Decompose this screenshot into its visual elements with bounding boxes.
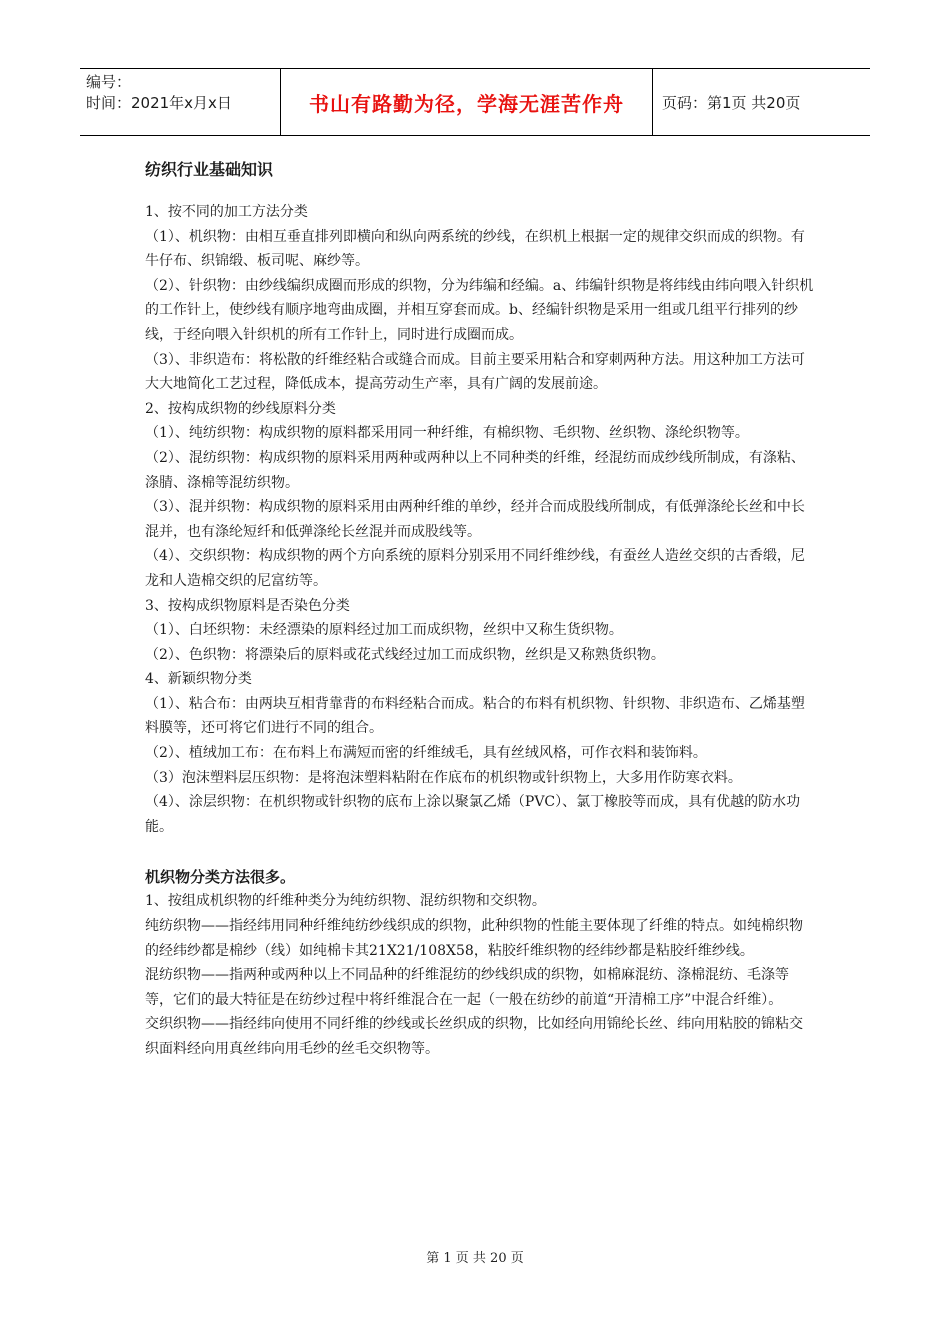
paragraph: 4、新颖织物分类 [145,671,252,688]
paragraph: （3）、混并织物：构成织物的原料采用由两种纤维的单纱，经并合而成股线所制成，有低弹涤纶长丝和中长混并，也有涤纶短纤和低弹涤纶长丝混并而成股线等。 [145,499,805,540]
header-page-info: 页码：第1页 共20页 [662,93,801,112]
paragraph: （1）、粘合布：由两块互相背靠背的布料经粘合而成。粘合的布料有机织物、针织物、非织造布、乙烯基塑料膜等，还可将它们进行不同的组合。 [145,695,805,737]
section-1-paragraphs [145,200,815,839]
paragraph: （3）、非织造布：将松散的纤维经粘合或缝合而成。目前主要采用粘合和穿刺两种方法。用这种加工方法可大大地简化工艺过程，降低成本，提高劳动生产率，具有广阔的发展前途。 [145,351,805,393]
paragraph: （4）、交织织物：构成织物的两个方向系统的原料分别采用不同纤维纱线，有蚕丝人造丝交织的古香缎，尼龙和人造棉交织的尼富纺等。 [145,548,805,589]
header-motto: 书山有路勤为径，学海无涯苦作舟 [280,69,653,135]
paragraph: 3、按构成织物原料是否染色分类 [145,597,350,614]
paragraph: （2）、混纺织物：构成织物的原料采用两种或两种以上不同种类的纤维，经混纺而成纱线所制成，有涤粘、涤腈、涤棉等混纺织物。 [145,449,805,491]
paragraph: 纯纺织物——指经纬用同种纤维纯纺纱线织成的织物，此种织物的性能主要体现了纤维的特点。如纯棉织物的经纬纱都是棉纱（线）如纯棉卡其21X21/108X58，粘胶纤维织物的经纬纱都是粘胶纤维纱线。 [145,918,803,959]
paragraph: 混纺织物——指两种或两种以上不同品种的纤维混纺的纱线织成的织物，如棉麻混纺、涤棉混纺、毛涤等等，它们的最大特征是在纺纱过程中将纤维混合在一起（一般在纺纱的前道“开清棉工序”中混合纤维）。 [145,967,789,1008]
paragraph: 1、按组成机织物的纤维种类分为纯纺织物、混纺织物和交织物。 [145,893,546,910]
document-date-label: 时间：2021年x月x日 [86,94,232,112]
paragraph: （3）泡沫塑料层压织物：是将泡沫塑料粘附在作底布的机织物或针织物上，大多用作防寒衣料。 [145,769,742,786]
paragraph: （2）、针织物：由纱线编织成圈而形成的织物，分为纬编和经编。a、纬编针织物是将纬线由纬向喂入针织机的工作针上，使纱线有顺序地弯曲成圈，并相互穿套而成。b、经编针织物是采用一组或几组平行排列的纱线，于经向喂入针织机的所有工作针上，同时进行成圈而成。 [145,277,814,343]
paragraph: （2）、色织物：将漂染后的原料或花式线经过加工而成织物，丝织是又称熟货织物。 [145,646,665,663]
paragraph: 2、按构成织物的纱线原料分类 [145,400,336,417]
section-title: 纺织行业基础知识 [145,160,274,179]
page-header [80,68,870,136]
section-2-paragraphs [145,889,815,1061]
paragraph: 交织织物——指经纬向使用不同纤维的纱线或长丝织成的织物，比如经向用锦纶长丝、纬向用粘胶的锦粘交织面料经向用真丝纬向用毛纱的丝毛交织物等。 [145,1016,803,1057]
paragraph: （1）、白坯织物：未经漂染的原料经过加工而成织物，丝织中又称生货织物。 [145,622,623,639]
paragraph: （4）、涂层织物：在机织物或针织物的底布上涂以聚氯乙烯（PVC）、氯丁橡胶等而成，具有优越的防水功能。 [145,794,801,835]
paragraph: （2）、植绒加工布：在布料上布满短而密的纤维绒毛，具有丝绒风格，可作衣料和装饰料。 [145,745,707,762]
document-number-label: 编号： [86,73,132,91]
header-meta [80,69,280,135]
paragraph: 1、按不同的加工方法分类 [145,204,308,220]
section-title: 机织物分类方法很多。 [145,868,296,887]
page-footer: 第 1 页 共 20 页 [426,1251,524,1266]
document-body [145,158,815,1062]
paragraph: （1）、纯纺织物：构成织物的原料都采用同一种纤维，有棉织物、毛织物、丝织物、涤纶织物等。 [145,425,749,442]
paragraph: （1）、机织物：由相互垂直排列即横向和纵向两系统的纱线，在织机上根据一定的规律交织而成的织物。有牛仔布、织锦缎、板司呢、麻纱等。 [145,228,805,270]
